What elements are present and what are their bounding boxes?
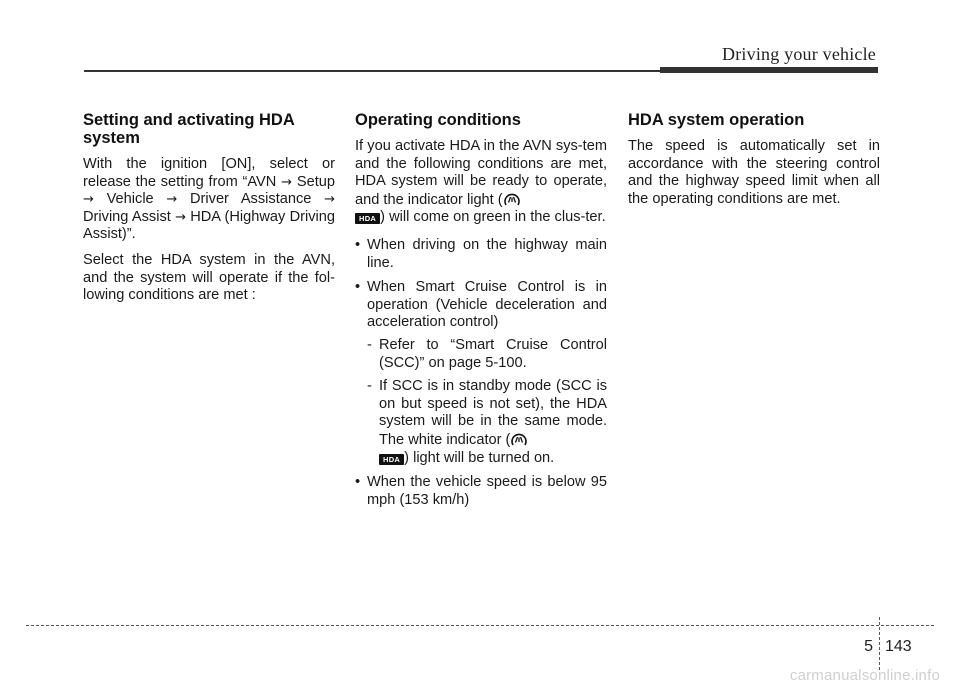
text-segment: Driver Assistance bbox=[177, 191, 325, 208]
list-item-text: When Smart Cruise Control is in operation (Vehicle deceleration and acceleration control) bbox=[367, 279, 607, 331]
paragraph-operating-intro bbox=[355, 138, 607, 227]
column-setting-activating bbox=[83, 111, 335, 313]
text-segment: ) will come on green in the clus-ter. bbox=[380, 209, 606, 226]
page-section-number: 5 bbox=[864, 638, 873, 655]
text-segment: If SCC is in standby mode (SCC is on but speed is not set), the HDA system will be in the same mode. The white indicator ( bbox=[379, 378, 607, 448]
arrow-icon: → bbox=[83, 192, 94, 208]
arrow-icon: → bbox=[281, 174, 293, 190]
header-bar bbox=[660, 67, 878, 73]
list-item bbox=[355, 279, 607, 467]
arrow-icon: → bbox=[324, 192, 336, 208]
sub-list bbox=[367, 337, 607, 467]
paragraph-select-hda: Select the HDA system in the AVN, and the system will operate if the fol-lowing conditions are met : bbox=[83, 251, 335, 304]
arrow-icon: → bbox=[166, 192, 178, 208]
hda-badge: HDA bbox=[379, 454, 404, 465]
sub-list-item: - Refer to “Smart Cruise Control (SCC)” on page 5-100. bbox=[367, 337, 607, 372]
text-segment: If you activate HDA in the AVN sys-tem and the following conditions are met, HDA system will be ready to operate, and the indicator light ( bbox=[355, 138, 607, 208]
hda-badge: HDA bbox=[355, 213, 380, 224]
paragraph-ignition-setting bbox=[83, 156, 335, 244]
footer-rule bbox=[26, 625, 934, 626]
header-section-title: Driving your vehicle bbox=[722, 44, 876, 64]
text-segment: Setup bbox=[292, 173, 335, 190]
list-item: • When driving on the highway main line. bbox=[355, 237, 607, 272]
page-number: 143 bbox=[885, 638, 912, 655]
arrow-icon: → bbox=[175, 209, 186, 225]
text-segment: HDA (Highway Driving Assist)”. bbox=[83, 208, 335, 243]
conditions-list bbox=[355, 237, 607, 509]
header-rule bbox=[84, 70, 660, 72]
heading-operating-conditions: Operating conditions bbox=[355, 111, 521, 129]
paragraph-hda-operation: The speed is automatically set in accordance with the steering control and the highway speed limit when all the operating conditions are met. bbox=[628, 138, 880, 207]
text-segment: Vehicle bbox=[93, 191, 167, 208]
heading-setting-activating: Setting and activating HDA system bbox=[83, 111, 295, 147]
heading-hda-operation: HDA system operation bbox=[628, 111, 805, 129]
list-item: • When the vehicle speed is below 95 mph (153 km/h) bbox=[355, 474, 607, 509]
column-operating-conditions bbox=[355, 111, 607, 516]
steering-wheel-icon bbox=[510, 431, 528, 447]
sub-list-item bbox=[367, 378, 607, 467]
text-segment: ) light will be turned on. bbox=[404, 449, 555, 466]
text-segment: Driving Assist bbox=[83, 208, 176, 225]
watermark: carmanualsonline.info bbox=[789, 667, 940, 684]
text-segment: With the ignition [ON], select or release the setting from “AVN bbox=[83, 156, 335, 190]
column-hda-operation bbox=[628, 111, 880, 216]
steering-wheel-icon bbox=[503, 191, 521, 207]
